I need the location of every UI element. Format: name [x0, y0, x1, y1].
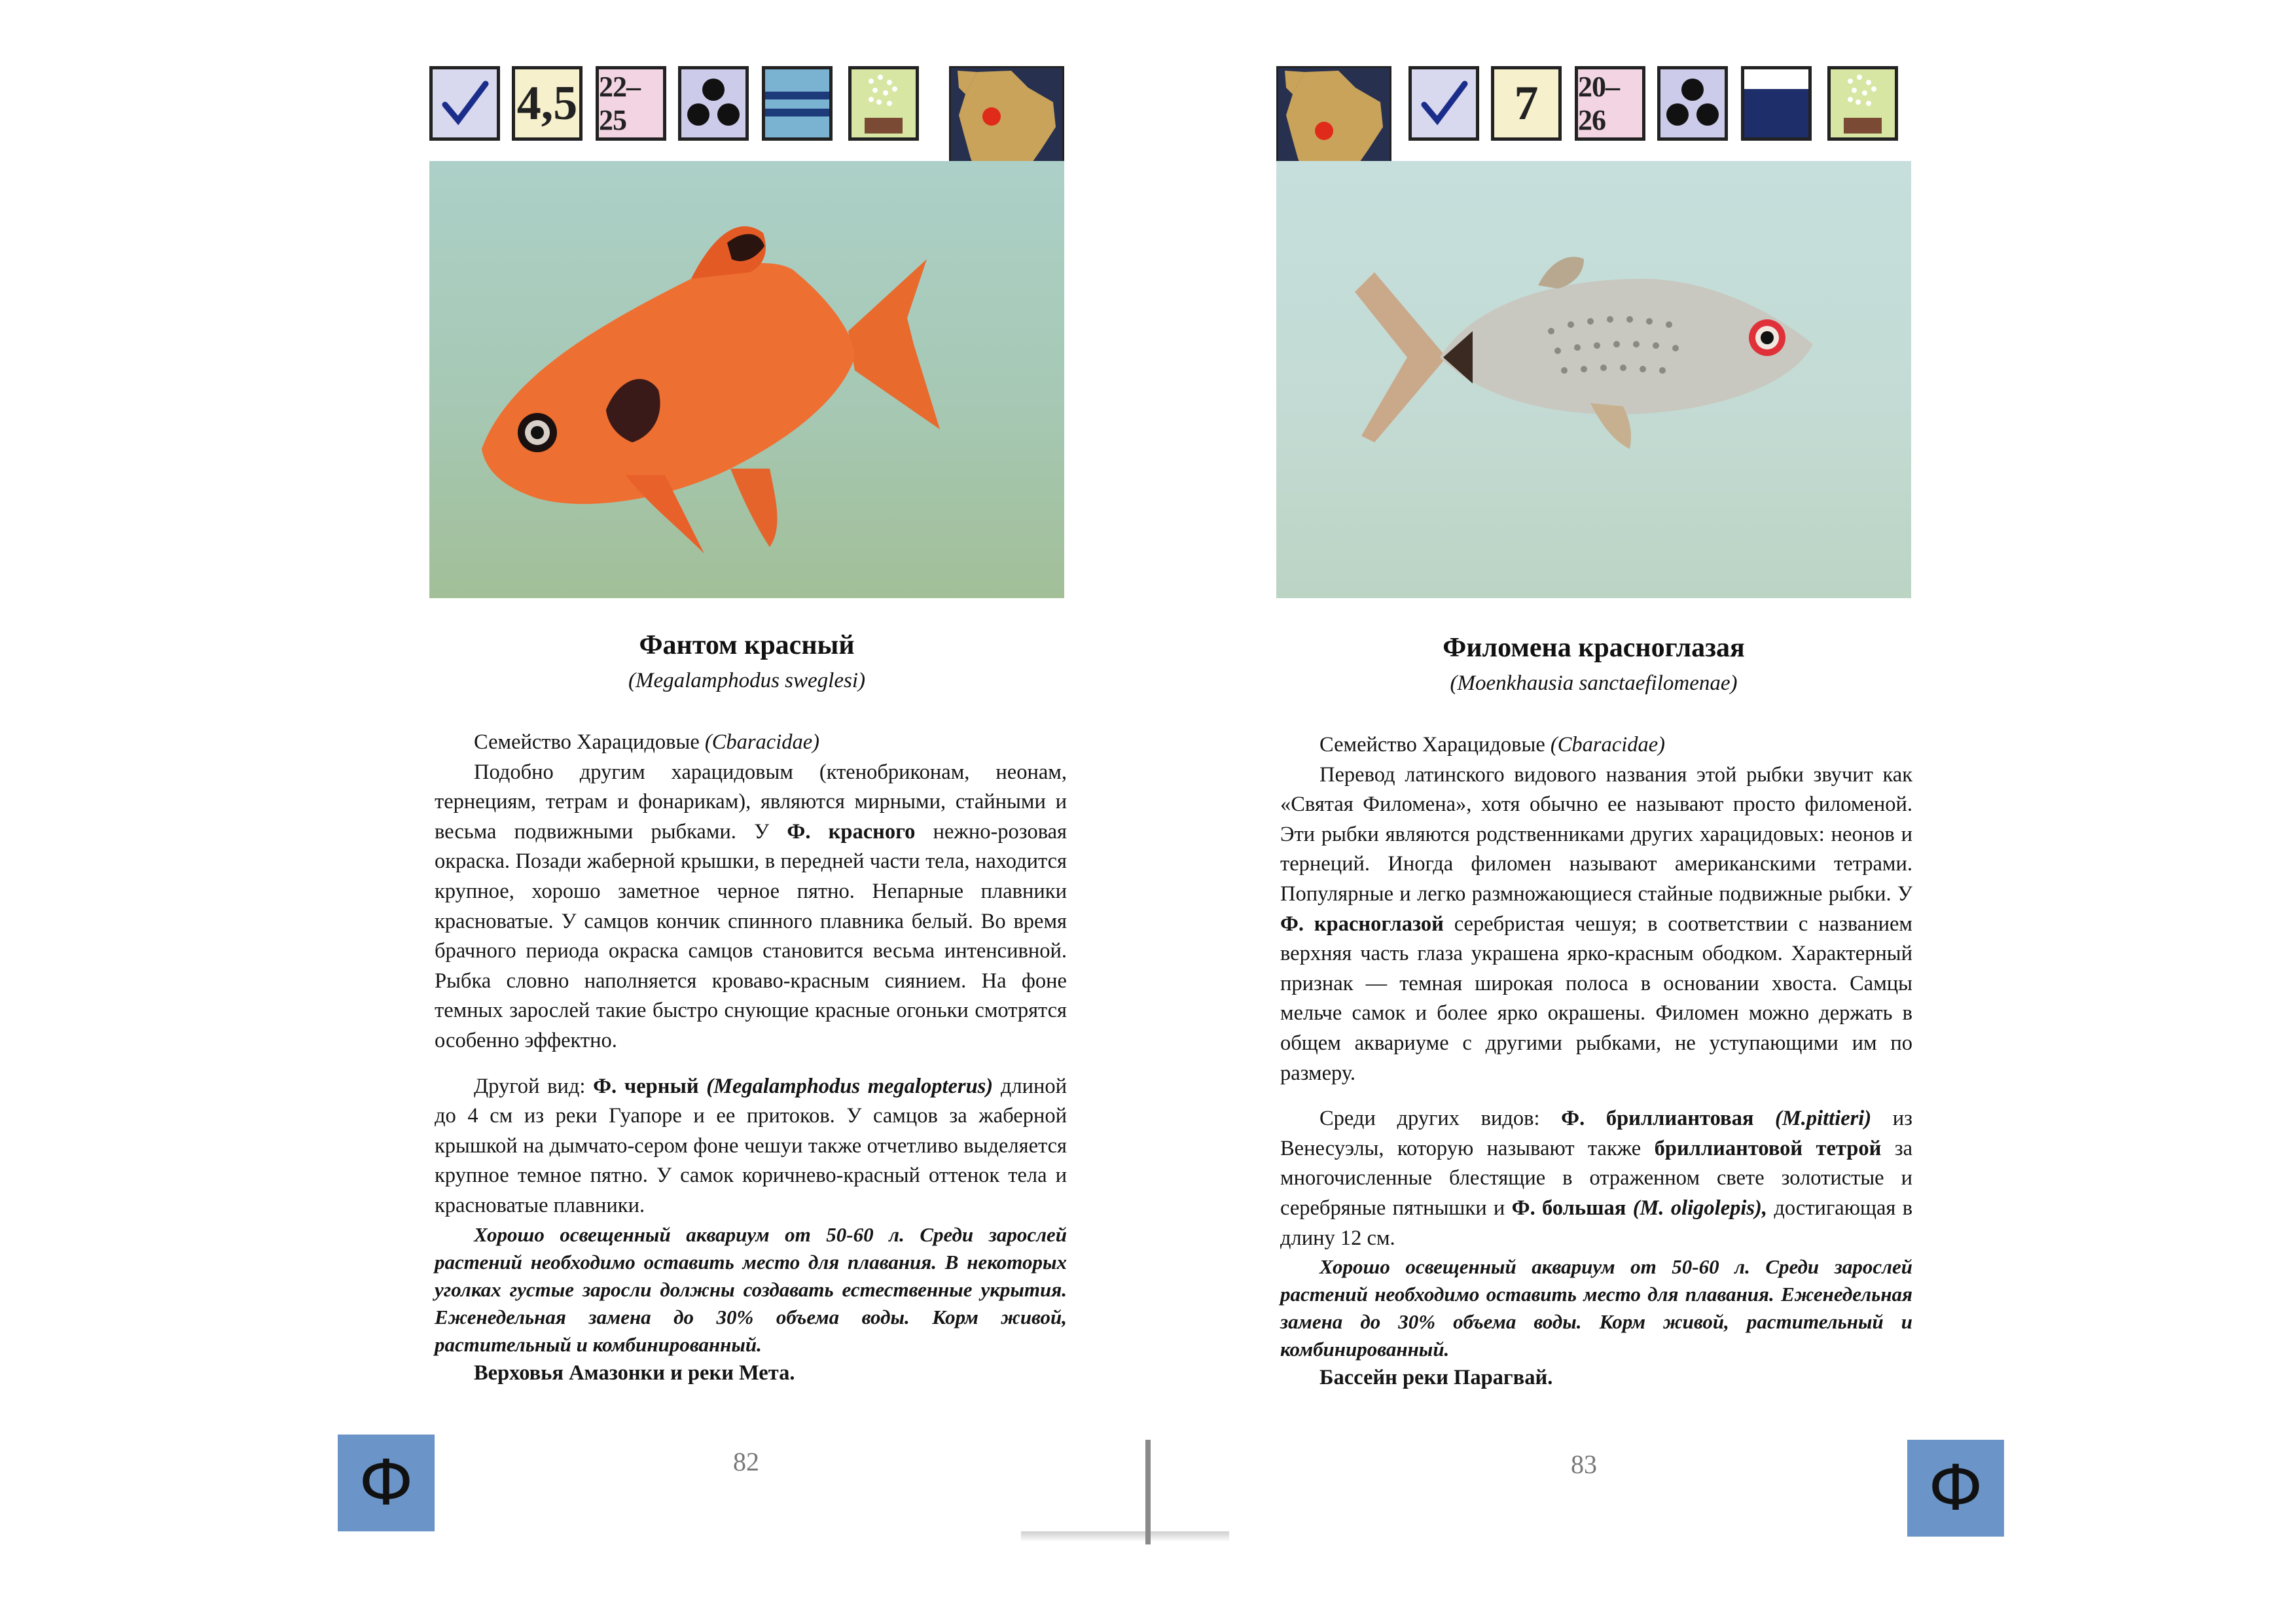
right-body-text — [1280, 730, 1912, 1393]
desc-text-c: серебристая чешуя; в соответствии с названием верхняя часть глаза украшена ярко-красным ободком. Характерный признак — темная широкая полоса в основании хвоста. Самцы мельче самок и более ярко окрашены. Филомен можно держать в общем аквариуме с другими рыбками, не уступающими им по размеру. — [1280, 912, 1912, 1085]
desc-species-name: Ф. красного — [787, 819, 916, 844]
other-text-d: длиной до 4 см из реки Гуапоре и ее притоков. У самцов за жаберной крышкой на дымчато-сером фоне чешуи также отчетливо выделяется крупное темное пятно. У самок коричнево-красный оттенок тела и красноватые плавники. — [435, 1074, 1067, 1217]
check-icon — [429, 66, 500, 141]
other-species-name: Ф. черный — [593, 1074, 699, 1098]
habitat-region: Бассейн реки Парагвай. — [1319, 1366, 1553, 1390]
family-line — [1280, 730, 1912, 760]
family-label: Семейство Харацидовые — [474, 730, 700, 754]
temperature-icon — [1575, 66, 1645, 141]
description-paragraph — [1280, 760, 1912, 1089]
other-species-paragraph — [1280, 1104, 1912, 1253]
plants-icon — [848, 66, 919, 141]
check-icon — [1408, 66, 1479, 141]
other-text-a: Среди других видов: — [1319, 1107, 1540, 1131]
desc-text-c: нежно-розовая окраска. Позади жаберной крышки, в передней части тела, находится крупное, хорошо заметное черное пятно. Непарные плавники красноватые. У самцов кончик спинного плавника белый. Во время брачного периода окраска самцов становится весьма интенсивной. Рыбка словно наполняется кроваво-красным сиянием. На фоне темных зарослей такие быстро снующие красные огоньки смотрятся особенно эффектно. — [435, 819, 1067, 1052]
fish-photo-phantom-red — [429, 161, 1064, 598]
other-species-alias: бриллиантовой тетрой — [1654, 1136, 1882, 1160]
desc-text-a: Подобно другим харацидовым (ктенобриконам, неонам, тернециям, тетрам и фонарикам), являются мирными, стайными и весьма подвижными рыбками. У — [435, 760, 1067, 844]
care-paragraph: Хорошо освещенный аквариум от 50-60 л. Среди зарослей растений необходимо оставить место для плавания. Еженедельная замена до 30% объема воды. Корм живой, растительный и комбинированный. — [1280, 1255, 1912, 1361]
fish-photo-philomena — [1276, 161, 1911, 598]
fish-illustration — [1276, 161, 1911, 598]
water-level-icon — [1741, 66, 1812, 141]
species-title: Фантом красный — [639, 630, 855, 660]
right-page — [1148, 0, 2296, 1623]
three-dots-icon — [678, 66, 749, 141]
other-species-name-2: Ф. большая — [1511, 1196, 1626, 1220]
care-paragraph: Хорошо освещенный аквариум от 50-60 л. Среди зарослей растений необходимо оставить место для плавания. В некоторых уголках густые заросли должны создавать естественные укрытия. Еженедельная замена до 30% объема воды. Корм живой, растительный и комбинированный. — [435, 1222, 1067, 1356]
other-species-name-1: Ф. бриллиантовая — [1561, 1107, 1754, 1131]
desc-text-a: Перевод латинского видового названия этой рыбки звучит как «Святая Филомена», хотя обычно ее называют просто филоменой. Эти рыбки являются родственниками других харацидовых: неонов и тернеций. Иногда филомен называют американскими тетрами. Популярные и легко размножающиеся стайные подвижные рыбки. У — [1280, 762, 1912, 906]
letter-tab: Ф — [1907, 1440, 2004, 1537]
page-number: 82 — [733, 1447, 759, 1476]
family-latin: (Cbaracidae) — [704, 730, 819, 754]
page-shadow — [1021, 1531, 1145, 1542]
habitat-region: Верховья Амазонки и реки Мета. — [474, 1361, 795, 1385]
plants-icon — [1827, 66, 1898, 141]
three-dots-icon — [1657, 66, 1728, 141]
species-title: Филомена красноглазая — [1443, 633, 1745, 663]
water-level-icon — [762, 66, 833, 141]
other-species-latin-1: (M.pittieri) — [1775, 1107, 1872, 1131]
family-label: Семейство Харацидовые — [1319, 733, 1545, 757]
other-species-latin-2: (M. oligolepis), — [1632, 1196, 1767, 1220]
other-text-f: за многочисленные блестящие в отраженном свете золотистые и серебряные пятнышки и — [1280, 1136, 1912, 1220]
other-species-latin: (Megalamphodus megalopterus) — [706, 1074, 994, 1098]
page-shadow — [1151, 1531, 1229, 1542]
letter-tab: Ф — [338, 1435, 435, 1531]
description-paragraph — [435, 758, 1067, 1056]
other-text-i: достигающая в длину 12 см. — [1280, 1196, 1913, 1250]
ph-value: 7 — [1514, 76, 1539, 130]
left-body-text — [435, 728, 1067, 1388]
family-latin: (Cbaracidae) — [1550, 733, 1665, 757]
ph-value: 4,5 — [516, 76, 578, 130]
temperature-value: 20–26 — [1578, 71, 1619, 136]
other-text-d: из Венесуэлы, которую называют также — [1280, 1107, 1912, 1160]
page-number: 83 — [1571, 1450, 1597, 1479]
ph-icon — [1491, 66, 1562, 141]
family-line — [435, 728, 1067, 758]
fish-illustration — [429, 161, 1064, 598]
species-latin-name: (Megalamphodus sweglesi) — [628, 669, 866, 692]
desc-species-name: Ф. красноглазой — [1280, 912, 1444, 936]
temperature-value: 22–25 — [599, 71, 640, 136]
other-species-paragraph — [435, 1072, 1067, 1221]
species-latin-name: (Moenkhausia sanctaefilomenae) — [1450, 671, 1738, 695]
other-text-a: Другой вид: — [474, 1074, 586, 1098]
ph-icon — [512, 66, 583, 141]
temperature-icon — [596, 66, 666, 141]
